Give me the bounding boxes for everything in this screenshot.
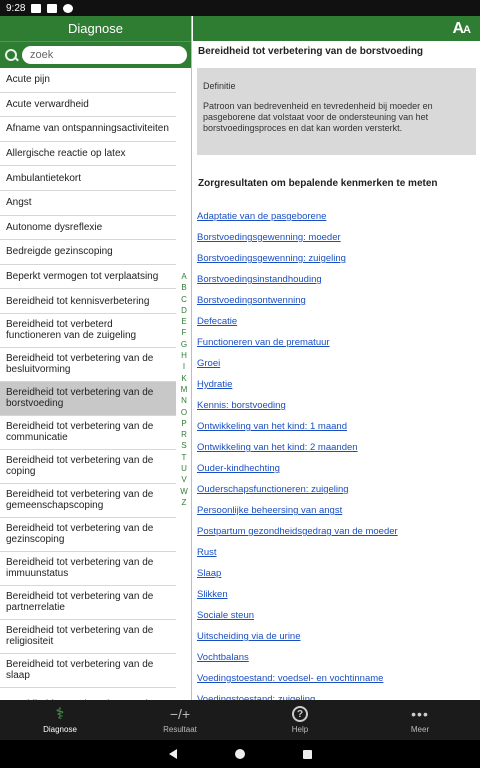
back-icon[interactable]	[169, 749, 177, 759]
panel-title: Diagnose	[0, 16, 191, 41]
outcome-link[interactable]: Ouder-kindhechting	[197, 463, 280, 474]
list-item[interactable]: Autonome dysreflexie	[0, 216, 176, 241]
alphabet-letter[interactable]: Z	[181, 497, 187, 507]
outcome-link[interactable]: Slikken	[197, 589, 228, 600]
sync-icon	[63, 4, 73, 13]
diagnosis-panel	[0, 16, 192, 700]
list-item[interactable]: Bereidheid tot verbetering van de gemeenschapscoping	[0, 484, 176, 518]
outcome-link[interactable]: Functioneren van de prematuur	[197, 337, 330, 348]
nav-diagnose[interactable]	[0, 700, 120, 740]
outcome-link[interactable]: Postpartum gezondheidsgedrag van de moeder	[197, 526, 398, 537]
list-item[interactable]: Bereidheid tot verbetering van de gezinscoping	[0, 518, 176, 552]
outcomes-heading: Zorgresultaten om bepalende kenmerken te meten	[198, 178, 438, 189]
alphabet-letter[interactable]: F	[181, 328, 187, 338]
bottom-navigation	[0, 700, 480, 740]
alphabet-letter[interactable]: V	[181, 475, 187, 485]
alphabet-letter[interactable]: A	[181, 272, 187, 281]
search-icon	[4, 48, 18, 62]
definition-text: Patroon van bedrevenheid en tevredenheid bij moeder en pasgeborene dat volstaat voor de ondersteuning van het borstvoedingsproces en dat kan worden versterkt.	[203, 101, 433, 133]
list-item[interactable]: Angst	[0, 191, 176, 216]
list-item[interactable]: Bereidheid tot verbeterd functioneren van de zuigeling	[0, 314, 176, 348]
alphabet-letter[interactable]: O	[180, 407, 188, 417]
outcome-link[interactable]: Adaptatie van de pasgeborene	[197, 211, 327, 222]
nav-help[interactable]	[240, 700, 360, 740]
sd-card-icon	[47, 4, 57, 13]
search-input[interactable]	[22, 46, 187, 64]
alphabet-letter[interactable]: M	[180, 384, 188, 394]
alphabet-letter[interactable]: U	[181, 464, 187, 474]
system-navigation-bar	[0, 740, 480, 768]
detail-panel	[193, 16, 480, 700]
notification-icon	[31, 4, 41, 13]
outcome-link[interactable]: Borstvoedingsontwenning	[197, 295, 306, 306]
list-item[interactable]: Ambulantietekort	[0, 166, 176, 191]
list-item[interactable]: Bereidheid tot verbetering van de coping	[0, 450, 176, 484]
font-size-icon[interactable]: AA	[452, 19, 470, 37]
outcome-link[interactable]: Ontwikkeling van het kind: 2 maanden	[197, 442, 358, 453]
alphabet-letter[interactable]: D	[181, 305, 187, 315]
list-item[interactable]: Bereidheid tot verbetering van de communicatie	[0, 416, 176, 450]
alphabet-letter[interactable]: W	[180, 486, 188, 496]
alphabet-letter[interactable]: P	[181, 418, 187, 428]
outcome-links	[193, 199, 480, 715]
list-item[interactable]: Bereidheid tot verbetering van de immuunstatus	[0, 552, 176, 586]
list-item[interactable]: Afname van ontspanningsactiviteiten	[0, 117, 176, 142]
outcome-link[interactable]: Borstvoedingsgewenning: zuigeling	[197, 253, 346, 264]
list-item[interactable]: Bedreigde gezinscoping	[0, 240, 176, 265]
home-icon[interactable]	[235, 749, 245, 759]
outcome-link[interactable]: Hydratie	[197, 379, 233, 390]
alphabet-letter[interactable]: T	[181, 452, 187, 462]
outcome-link[interactable]: Slaap	[197, 568, 222, 579]
definition-label: Definitie	[203, 81, 236, 91]
more-dots-icon: •••	[411, 706, 429, 722]
list-item[interactable]: Bereidheid tot verbetering van de partnerrelatie	[0, 586, 176, 620]
outcome-link[interactable]: Borstvoedingsgewenning: moeder	[197, 232, 341, 243]
outcome-link[interactable]: Kennis: borstvoeding	[197, 400, 286, 411]
outcome-link[interactable]: Rust	[197, 547, 217, 558]
outcome-link[interactable]: Uitscheiding via de urine	[197, 631, 301, 642]
recent-apps-icon[interactable]	[303, 750, 312, 759]
alphabet-letter[interactable]: G	[180, 339, 188, 349]
list-item[interactable]: Beperkt vermogen tot verplaatsing	[0, 265, 176, 290]
list-item[interactable]: Bereidheid tot verbetering van de religiositeit	[0, 620, 176, 654]
status-bar	[0, 0, 480, 16]
help-icon: ?	[292, 706, 308, 722]
plus-minus-icon: −/+	[169, 706, 191, 722]
alphabet-letter[interactable]: K	[181, 373, 187, 383]
search-bar	[0, 41, 191, 68]
list-item-selected[interactable]: Bereidheid tot verbetering van de borstvoeding	[0, 382, 176, 416]
outcome-link[interactable]: Ouderschapsfunctioneren: zuigeling	[197, 484, 349, 495]
outcome-link[interactable]: Ontwikkeling van het kind: 1 maand	[197, 421, 347, 432]
outcome-link[interactable]: Defecatie	[197, 316, 238, 327]
list-item[interactable]: Allergische reactie op latex	[0, 142, 176, 167]
outcome-link[interactable]: Voedingstoestand: voedsel- en vochtinname	[197, 673, 384, 684]
list-item[interactable]: Acute verwardheid	[0, 93, 176, 118]
alphabet-letter[interactable]: R	[181, 430, 187, 440]
outcome-link[interactable]: Persoonlijke beheersing van angst	[197, 505, 343, 516]
nav-label: Diagnose	[43, 725, 77, 734]
outcome-link[interactable]: Groei	[197, 358, 221, 369]
list-item[interactable]: Bereidheid tot verbetering van de slaap	[0, 654, 176, 688]
alphabet-letter[interactable]: C	[181, 294, 187, 304]
stethoscope-icon: ⚕	[55, 706, 65, 723]
diagnosis-title: Bereidheid tot verbetering van de borstvoeding	[198, 46, 424, 57]
alphabet-letter[interactable]: S	[181, 441, 187, 451]
alphabet-letter[interactable]: I	[182, 362, 186, 372]
nav-meer[interactable]	[360, 700, 480, 740]
outcome-link[interactable]: Vochtbalans	[197, 652, 249, 663]
alphabet-index	[177, 271, 191, 508]
nav-label: Meer	[410, 725, 430, 734]
status-time: 9:28	[6, 2, 26, 14]
list-item[interactable]: Bereidheid tot verbetering van de besluitvorming	[0, 348, 176, 382]
nav-resultaat[interactable]	[120, 700, 240, 740]
alphabet-letter[interactable]: N	[181, 396, 187, 406]
diagnosis-list	[0, 68, 176, 722]
nav-label: Resultaat	[163, 725, 197, 734]
outcome-link[interactable]: Sociale steun	[197, 610, 255, 621]
detail-header	[193, 16, 480, 41]
nav-label: Help	[291, 725, 309, 734]
list-item[interactable]: Bereidheid tot kennisverbetering	[0, 289, 176, 314]
alphabet-letter[interactable]: H	[181, 351, 187, 361]
definition-box	[197, 68, 476, 155]
list-item[interactable]: Acute pijn	[0, 68, 176, 93]
alphabet-letter[interactable]: E	[181, 317, 187, 327]
alphabet-letter[interactable]: B	[181, 283, 187, 293]
outcome-link[interactable]: Borstvoedingsinstandhouding	[197, 274, 322, 285]
